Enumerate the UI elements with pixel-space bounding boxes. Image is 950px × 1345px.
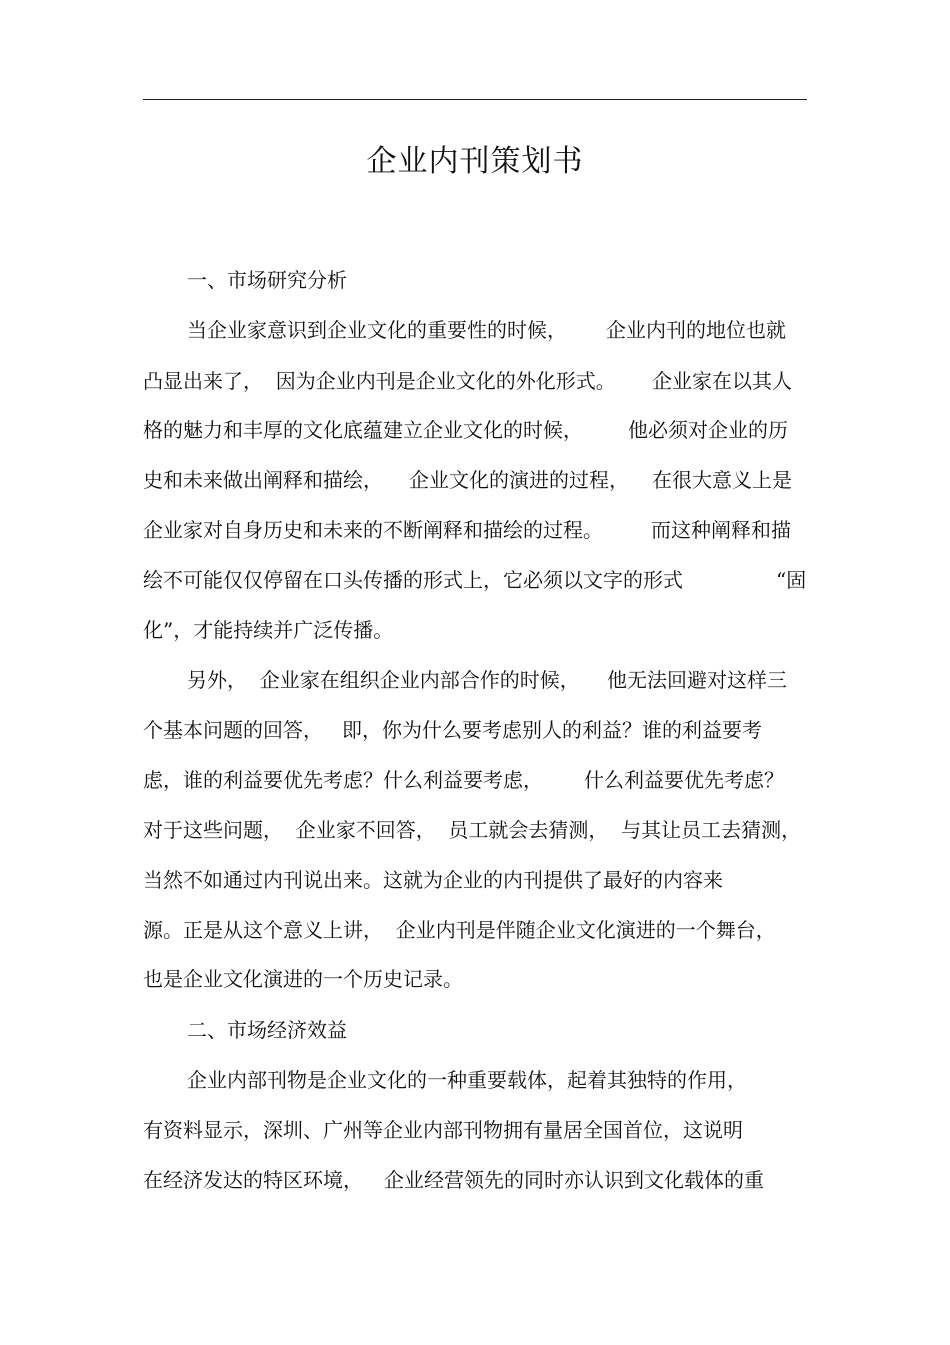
paragraph-line: 企业经营领先的同时亦认识到文化载体的重 [384, 1168, 764, 1192]
paragraph-line: 他无法回避对这样三 [607, 668, 787, 692]
paragraph-line: 企业文化的演进的过程， [409, 468, 629, 492]
paragraph-line: 也是企业文化演进的一个历史记录。 [143, 967, 463, 991]
paragraph-line: 当企业家意识到企业文化的重要性的时候， [187, 318, 567, 342]
paragraph-line: 企业内部刊物是企业文化的一种重要载体，起着其独特的作用， [187, 1068, 747, 1092]
paragraph-line: 绘不可能仅仅停留在口头传播的形式上，它必须以文字的形式 [143, 568, 683, 592]
paragraph-line: 有资料显示，深圳、广州等企业内部刊物拥有量居全国首位，这说明 [143, 1118, 743, 1142]
paragraph-line: 对于这些问题， 企业家不回答， 员工就会去猜测， 与其让员工去猜测， [143, 818, 802, 842]
paragraph-line: 企业家对自身历史和未来的不断阐释和描绘的过程。 [143, 518, 603, 542]
paragraph-line: 化”，才能持续并广泛传播。 [143, 618, 394, 642]
paragraph-line: 而这种阐释和描 [651, 518, 791, 542]
header-rule [143, 99, 807, 100]
paragraph-line: 另外， 企业家在组织企业内部合作的时候， [187, 668, 580, 692]
paragraph-line: “固 [776, 568, 807, 592]
section-heading-1: 一、市场研究分析 [187, 268, 347, 292]
paragraph-line: 虑，谁的利益要优先考虑？什么利益要考虑， [143, 768, 543, 792]
paragraph-line: 他必须对企业的历 [628, 418, 788, 442]
paragraph-line: 什么利益要优先考虑？ [584, 768, 784, 792]
paragraph-line: 个基本问题的回答， [143, 718, 323, 742]
paragraph-line: 企业家在以其人 [652, 369, 792, 393]
paragraph-line: 格的魅力和丰厚的文化底蕴建立企业文化的时候， [143, 418, 583, 442]
document-title: 企业内刊策划书 [366, 144, 584, 179]
paragraph-line: 凸显出来了， 因为企业内刊是企业文化的外化形式。 [143, 369, 616, 393]
paragraph-line: 当然不如通过内刊说出来。这就为企业的内刊提供了最好的内容来 [143, 868, 723, 892]
paragraph-line: 在很大意义上是 [652, 468, 792, 492]
paragraph-line: 史和未来做出阐释和描绘， [143, 468, 383, 492]
section-heading-2: 二、市场经济效益 [187, 1018, 347, 1042]
paragraph-line: 源。正是从这个意义上讲， 企业内刊是伴随企业文化演进的一个舞台， [143, 918, 776, 942]
paragraph-line: 即，你为什么要考虑别人的利益？谁的利益要考 [342, 718, 762, 742]
paragraph-line: 企业内刊的地位也就 [606, 318, 786, 342]
paragraph-line: 在经济发达的特区环境， [143, 1168, 363, 1192]
